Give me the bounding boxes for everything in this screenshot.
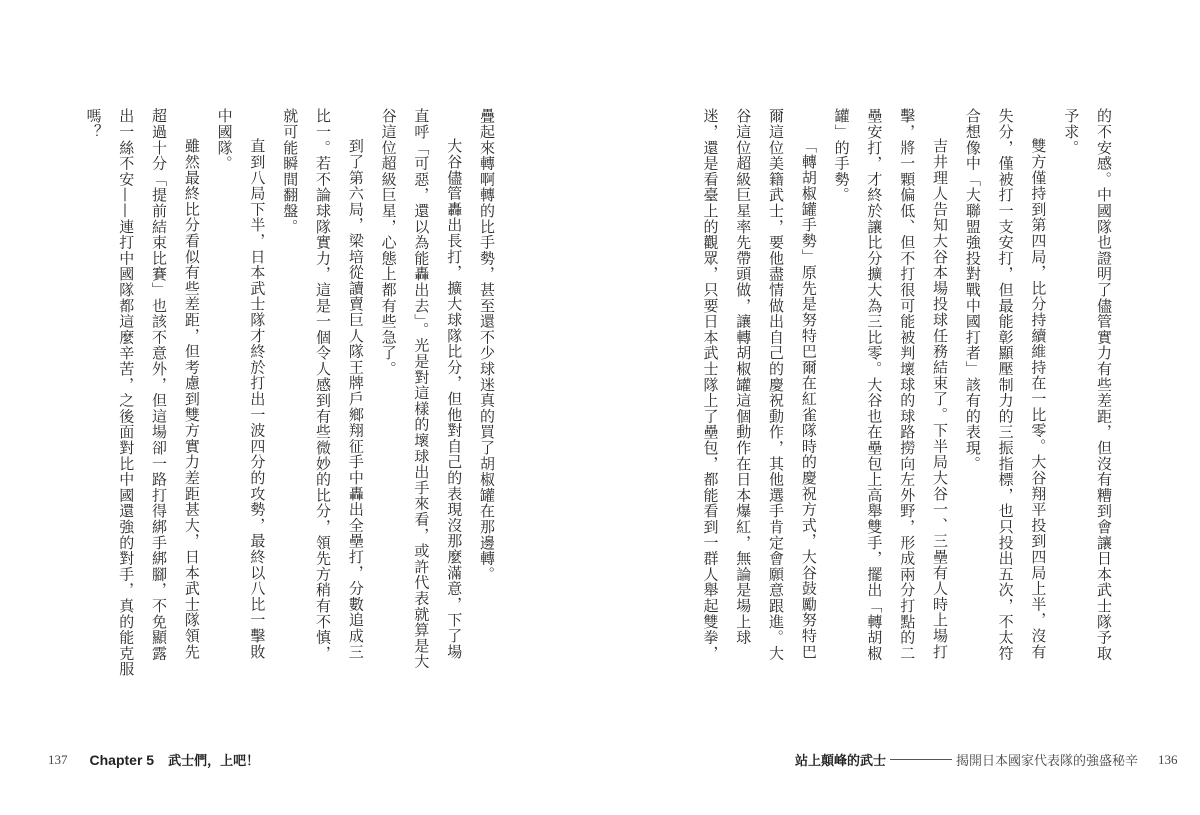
text-column: 吉井理人告知大谷本場投球任務結束了。下半局大谷一、三壘有人時上場打 bbox=[931, 138, 950, 660]
text-column: 大谷儘管轟出長打，擴大球隊比分，但他對自己的表現沒那麼滿意，下了場 bbox=[445, 138, 464, 660]
text-column: 擊，將一顆偏低、但不打很可能被判壞球的球路撈向左外野，形成兩分打點的二 bbox=[898, 108, 917, 661]
text-column: 雖然最終比分看似有些差距，但考慮到雙方實力差距甚大，日本武士隊領先 bbox=[182, 138, 201, 660]
text-column: 出一絲不安——連打中國隊都這麼辛苦，之後面對比中國還強的對手，真的能克服 bbox=[117, 108, 136, 677]
divider-rule bbox=[890, 759, 952, 760]
text-column: 罐」的手勢。 bbox=[832, 108, 851, 203]
text-column: 谷這位超級巨星，心態上都有些急了。 bbox=[379, 108, 398, 377]
chapter-label: Chapter 5 bbox=[89, 751, 155, 768]
text-column: 就可能瞬間翻盤。 bbox=[281, 108, 300, 235]
text-column: 直到八局下半，日本武士隊才終於打出一波四分的攻勢，最終以八比一擊敗 bbox=[248, 138, 267, 660]
left-page-footer bbox=[48, 750, 259, 769]
left-page-body bbox=[73, 108, 503, 677]
text-column: 直呼「可惡，還以為能轟出去」。光是對這樣的壞球出手來看，或許代表就算是大 bbox=[412, 108, 431, 670]
book-title: 站上顛峰的武士 bbox=[795, 754, 887, 769]
right-page-body bbox=[690, 108, 1120, 661]
text-column: 的不安感。中國隊也證明了儘管實力有些差距，但沒有糟到會讓日本武士隊予取 bbox=[1095, 108, 1113, 661]
text-column: 爾這位美籍武士，要他盡情做出自己的慶祝動作，其他選手肯定會願意跟進。大 bbox=[767, 108, 786, 661]
text-column: 予求。 bbox=[1062, 108, 1081, 156]
text-column: 比一。若不論球隊實力，這是一個令人感到有些微妙的比分，領先方稍有不慎， bbox=[314, 108, 333, 661]
text-column: 失分，僅被打一支安打，但最能彰顯壓制力的三振指標，也只投出五次，不太符 bbox=[996, 108, 1015, 661]
chapter-title: 武士們，上吧！ bbox=[168, 754, 260, 769]
text-column: 迷，還是看臺上的觀眾，只要日本武士隊上了壘包，都能看到一群人舉起雙拳， bbox=[701, 108, 720, 661]
right-page-footer bbox=[795, 750, 1178, 769]
page-number: 137 bbox=[48, 751, 68, 767]
text-column: 「轉胡椒罐手勢」原先是努特巴爾在紅雀隊時的慶祝方式，大谷鼓勵努特巴 bbox=[799, 138, 818, 660]
text-column: 疊起來轉啊轉的比手勢，甚至還不少球迷真的買了胡椒罐在那邊轉。 bbox=[478, 108, 496, 582]
text-column: 谷這位超級巨星率先帶頭做，讓轉胡椒罐這個動作在日本爆紅，無論是場上球 bbox=[734, 108, 753, 646]
text-column: 嗎？ bbox=[84, 108, 103, 140]
page-number: 136 bbox=[1158, 751, 1178, 767]
text-column: 合想像中「大聯盟強投對戰中國打者」該有的表現。 bbox=[963, 108, 982, 472]
text-column: 雙方僅持到第四局，比分持續維持在一比零。大谷翔平投到四局上半，沒有 bbox=[1029, 138, 1048, 660]
text-column: 中國隊。 bbox=[215, 108, 234, 172]
text-column: 到了第六局，梁培從讀賣巨人隊王牌戶鄉翔征手中轟出全壘打，分數追成三 bbox=[346, 138, 365, 660]
text-column: 壘安打，才終於讓比分擴大為三比零。大谷也在壘包上高舉雙手，擺出「轉胡椒 bbox=[865, 108, 884, 661]
text-column: 超過十分「提前結束比賽」也該不意外，但這場卻一路打得綁手綁腳，不免顯露 bbox=[150, 108, 169, 661]
book-subtitle: 揭開日本國家代表隊的強盛秘辛 bbox=[956, 754, 1139, 769]
